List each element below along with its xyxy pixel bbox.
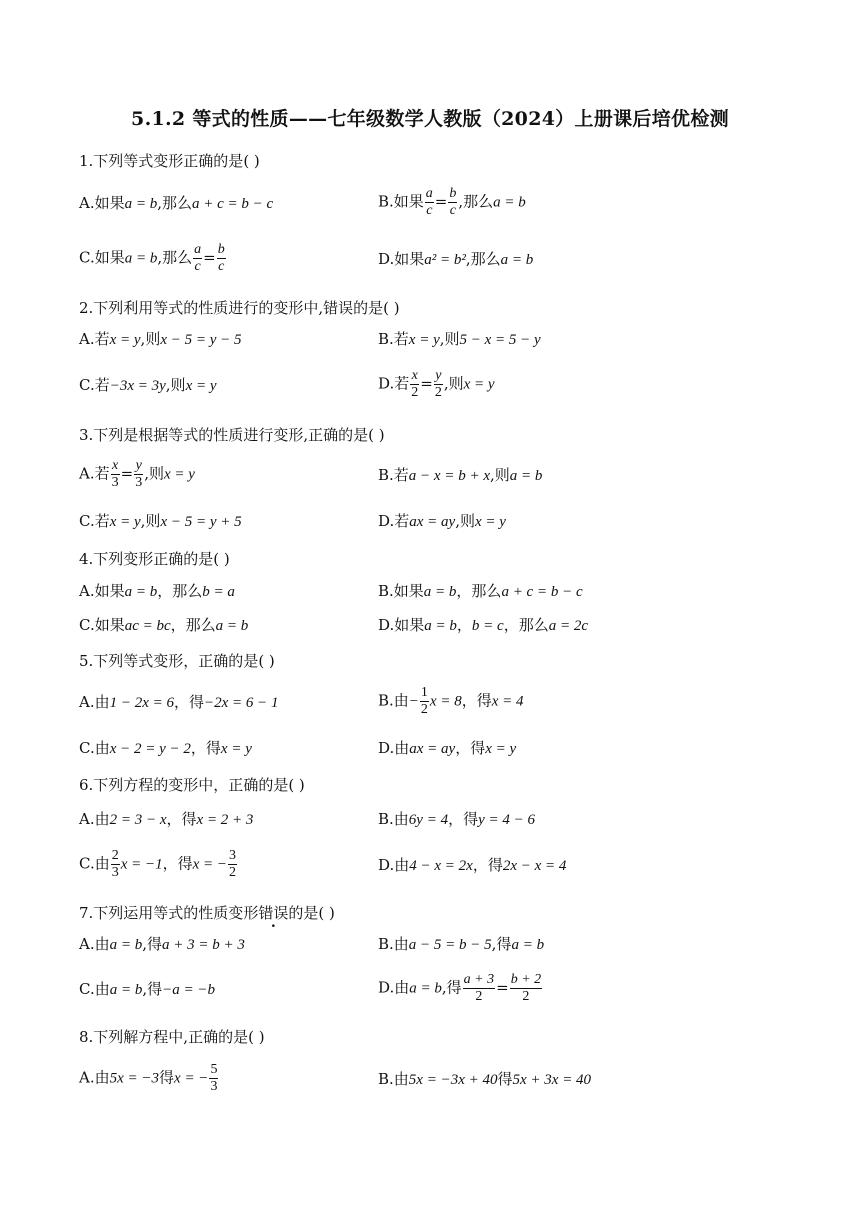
- question-4-option-d: D.如果a = b，b = c，那么a = 2c: [378, 616, 588, 634]
- question-3-option-d: D.若ax = ay,则x = y: [378, 512, 506, 530]
- question-1-option-c: C.如果a = b,那么 $\frac{a}{c}$ = $\frac{b}{c}$: [79, 242, 225, 274]
- question-1-option-a: A.如果a = b,那么a + c = b − c: [79, 194, 274, 212]
- question-5-stem: 5.下列等式变形，正确的是( ): [79, 652, 275, 670]
- question-8-option-b: B.由5x = −3x + 40得5x + 3x = 40: [378, 1070, 592, 1088]
- question-8-option-a: A.由5x = −3得x = − $\frac{5}{3}$: [79, 1062, 218, 1094]
- question-4-option-c: C.如果ac = bc，那么a = b: [79, 616, 249, 634]
- question-3-option-c: C.若x = y,则x − 5 = y + 5: [79, 512, 242, 530]
- question-6-stem: 6.下列方程的变形中，正确的是( ): [79, 776, 305, 794]
- question-3-stem: 3.下列是根据等式的性质进行变形,正确的是( ): [79, 426, 385, 444]
- question-7-option-d: D.由a = b,得 $\frac{a + 3}{2}$ = $\frac{b + 2}{2}$: [378, 972, 542, 1004]
- question-6-option-b: B.由6y = 4，得y = 4 − 6: [378, 810, 535, 828]
- question-7-option-b: B.由a − 5 = b − 5,得a = b: [378, 935, 545, 953]
- question-1-option-b: B.如果 $\frac{a}{c}$ = $\frac{b}{c}$ ,那么a = b: [378, 186, 526, 218]
- question-5-option-d: D.由ax = ay，得x = y: [378, 739, 517, 757]
- question-5-option-c: C.由x − 2 = y − 2，得x = y: [79, 739, 252, 757]
- question-3-option-b: B.若a − x = b + x,则a = b: [378, 466, 543, 484]
- question-4-option-a: A.如果a = b，那么b = a: [79, 582, 235, 600]
- emphasis-text: 错误: [258, 904, 289, 922]
- question-2-stem: 2.下列利用等式的性质进行的变形中,错误的是( ): [79, 299, 400, 317]
- question-7-option-a: A.由a = b,得a + 3 = b + 3: [79, 935, 245, 953]
- question-6-option-a: A.由2 = 3 − x，得x = 2 + 3: [79, 810, 254, 828]
- page-title: 5.1.2 等式的性质——七年级数学人教版（2024）上册课后培优检测: [131, 108, 729, 130]
- question-7-option-c: C.由a = b,得−a = −b: [79, 980, 215, 998]
- question-8-stem: 8.下列解方程中,正确的是( ): [79, 1028, 265, 1046]
- question-4-stem: 4.下列变形正确的是( ): [79, 550, 230, 568]
- question-2-option-b: B.若x = y,则5 − x = 5 − y: [378, 330, 541, 348]
- question-5-option-b: B.由− $\frac{1}{2}$ x = 8，得x = 4: [378, 685, 524, 717]
- question-2-option-a: A.若x = y,则x − 5 = y − 5: [79, 330, 242, 348]
- question-2-option-c: C.若−3x = 3y,则x = y: [79, 376, 217, 394]
- question-5-option-a: A.由1 − 2x = 6，得−2x = 6 − 1: [79, 693, 279, 711]
- question-6-option-c: C.由 $\frac{2}{3}$ x = −1，得x = − $\frac{3}{2}$: [79, 848, 237, 880]
- question-6-option-d: D.由4 − x = 2x，得2x − x = 4: [378, 856, 567, 874]
- question-1-stem: 1.下列等式变形正确的是( ): [79, 152, 260, 170]
- question-4-option-b: B.如果a = b，那么a + c = b − c: [378, 582, 583, 600]
- question-1-option-d: D.如果a² = b²,那么a = b: [378, 250, 534, 268]
- question-2-option-d: D.若 $\frac{x}{2}$ = $\frac{y}{2}$ ,则x = y: [378, 368, 495, 400]
- question-3-option-a: A.若 $\frac{x}{3}$ = $\frac{y}{3}$ ,则x = y: [79, 458, 195, 490]
- question-7-stem: 7.下列运用等式的性质变形错误的是( ): [79, 904, 335, 922]
